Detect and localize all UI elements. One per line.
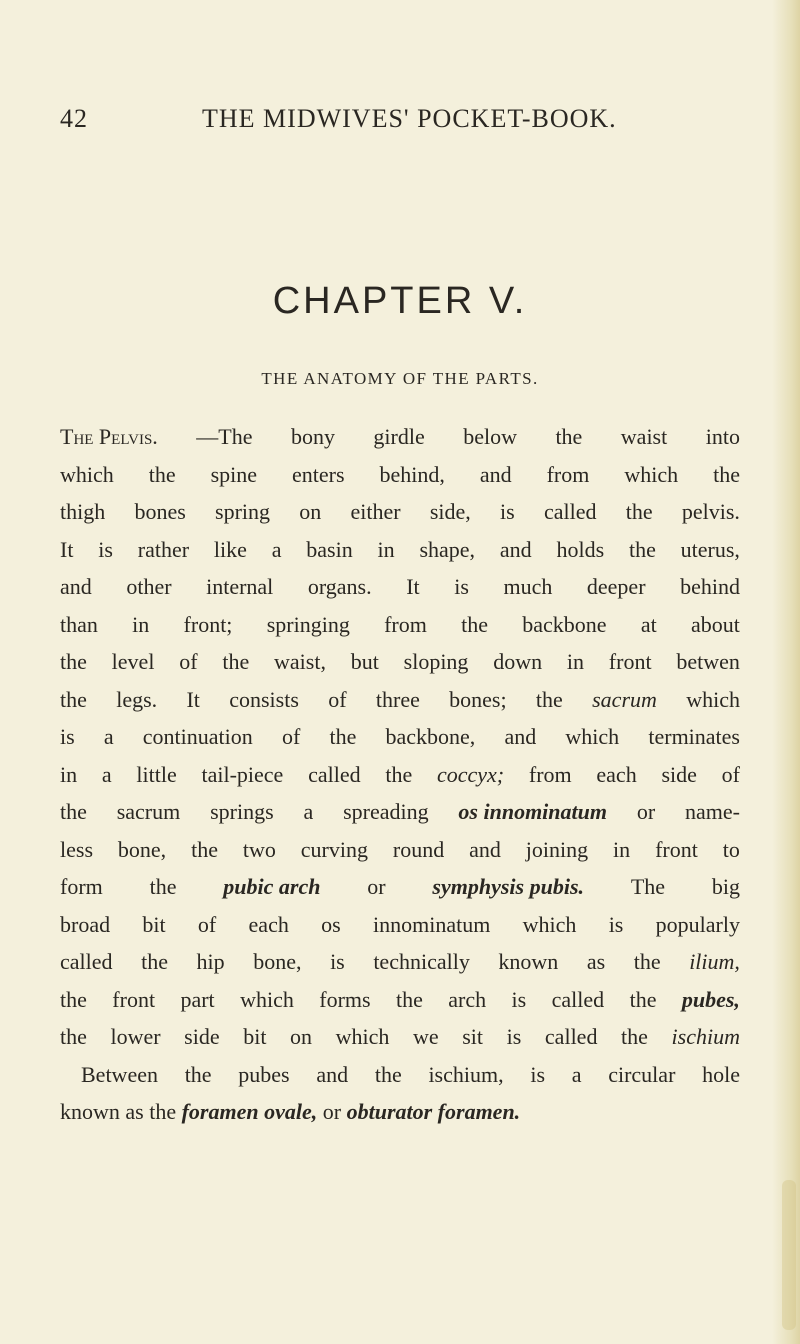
word: girdle xyxy=(373,424,425,449)
word: is xyxy=(330,949,345,974)
word: consists xyxy=(229,686,299,712)
word: form xyxy=(60,874,103,899)
term-ischium: ischium xyxy=(671,1024,740,1049)
word: but xyxy=(350,649,379,674)
word: the xyxy=(629,986,657,1012)
word: from xyxy=(546,461,590,487)
word: spreading xyxy=(343,799,429,824)
text-line xyxy=(60,568,740,606)
word: deeper xyxy=(586,574,646,599)
word: os xyxy=(321,911,341,937)
word: and xyxy=(469,836,501,862)
text-line xyxy=(60,1018,740,1056)
term-obturator-foramen: obturator foramen. xyxy=(346,1099,521,1124)
word: basin xyxy=(306,536,353,562)
word: circular xyxy=(608,1061,676,1087)
word: the xyxy=(535,686,563,712)
word: is xyxy=(530,1061,546,1087)
word: called xyxy=(308,761,361,787)
word: is xyxy=(454,574,469,599)
word: behind, xyxy=(379,461,445,487)
word: side xyxy=(661,761,697,787)
word: the xyxy=(191,836,218,862)
word: spine xyxy=(210,461,258,487)
word: curving xyxy=(300,836,368,862)
word: terminates xyxy=(648,724,740,749)
word: legs. xyxy=(116,686,158,712)
word: from xyxy=(528,761,572,787)
word: part xyxy=(180,986,215,1012)
text-line xyxy=(60,1056,740,1094)
word: of xyxy=(197,911,217,937)
text-line xyxy=(60,943,740,981)
word: of xyxy=(179,649,198,674)
word: springs xyxy=(210,799,274,824)
word: big xyxy=(711,874,740,899)
word: other xyxy=(126,574,172,599)
term-coccyx: coccyx; xyxy=(436,761,505,787)
term-ilium: ilium, xyxy=(689,949,740,974)
word: round xyxy=(392,836,445,862)
word: a xyxy=(303,799,314,824)
word: name- xyxy=(684,799,740,824)
word: we xyxy=(413,1024,439,1049)
word: in xyxy=(60,761,78,787)
word: the xyxy=(461,611,489,637)
word: level xyxy=(111,649,155,674)
word: the xyxy=(555,424,583,449)
word: is xyxy=(608,911,624,937)
word: a xyxy=(571,1061,582,1087)
word: Between xyxy=(81,1061,158,1087)
word: It xyxy=(60,536,74,562)
word: tail-piece xyxy=(201,761,284,787)
running-title: THE MIDWIVES' POCKET-BOOK. xyxy=(202,104,617,133)
word: or xyxy=(367,874,386,899)
text-line xyxy=(60,981,740,1019)
word: organs. xyxy=(307,574,372,599)
term-foramen-ovale: foramen ovale, xyxy=(181,1099,318,1124)
word: known xyxy=(498,949,559,974)
text-line xyxy=(60,418,740,456)
word: continuation xyxy=(142,724,253,749)
word: the xyxy=(60,1024,87,1049)
word: the xyxy=(60,799,87,824)
term-symphysis-pubis: symphysis pubis. xyxy=(432,874,585,899)
word: bone, xyxy=(117,836,167,862)
word: ischium, xyxy=(428,1061,504,1087)
word: the xyxy=(395,986,423,1012)
word: uterus, xyxy=(680,536,740,562)
word: the xyxy=(184,1061,212,1087)
word: from xyxy=(384,611,427,637)
word: two xyxy=(242,836,276,862)
word: known xyxy=(60,1099,120,1124)
word: called xyxy=(60,949,113,974)
run-in-heading: The Pelvis. xyxy=(60,424,158,449)
word: each xyxy=(248,911,289,937)
word: much xyxy=(503,574,553,599)
word: or xyxy=(322,1099,342,1124)
word: hip xyxy=(196,949,225,974)
word: in xyxy=(613,836,631,862)
word: pelvis. xyxy=(681,499,740,524)
word: which xyxy=(624,461,679,487)
word: shape, xyxy=(419,536,476,562)
word: It xyxy=(186,686,200,712)
word: little xyxy=(136,761,177,787)
word: of xyxy=(721,761,740,787)
word: front xyxy=(112,986,156,1012)
text-line xyxy=(60,906,740,944)
word: as xyxy=(125,1099,144,1124)
word: broad xyxy=(60,911,111,937)
word: front; xyxy=(183,611,233,637)
word: three xyxy=(375,686,420,712)
word: called xyxy=(543,499,597,524)
word: waist xyxy=(620,424,668,449)
word: less xyxy=(60,836,93,862)
word: forms xyxy=(319,986,371,1012)
word: the xyxy=(149,874,177,899)
word: joining xyxy=(525,836,589,862)
text-line xyxy=(60,831,740,869)
word: —The xyxy=(196,424,253,449)
word: a xyxy=(101,761,112,787)
word: pubes xyxy=(238,1061,290,1087)
word: The xyxy=(630,874,666,899)
word: and xyxy=(499,536,532,562)
word: arch xyxy=(448,986,487,1012)
word: below xyxy=(463,424,517,449)
text-line xyxy=(60,456,740,494)
word: of xyxy=(281,724,301,749)
word: sit xyxy=(462,1024,484,1049)
word: technically xyxy=(373,949,470,974)
body-text xyxy=(60,418,740,1131)
word: the xyxy=(628,536,656,562)
word: to xyxy=(722,836,740,862)
word: front xyxy=(655,836,698,862)
word: waist, xyxy=(274,649,326,674)
word: side, xyxy=(429,499,471,524)
word: which xyxy=(335,1024,390,1049)
word: thigh xyxy=(60,499,106,524)
word: about xyxy=(691,611,740,637)
word: which xyxy=(686,686,740,712)
term-os-innominatum: os innominatum xyxy=(458,799,607,824)
word: the xyxy=(148,461,176,487)
word: betwen xyxy=(676,649,740,674)
word: is xyxy=(60,724,75,749)
word: either xyxy=(350,499,401,524)
text-line xyxy=(60,793,740,831)
word: on xyxy=(299,499,322,524)
text-line xyxy=(60,606,740,644)
word: than xyxy=(60,611,98,637)
word: or xyxy=(636,799,656,824)
word: like xyxy=(213,536,247,562)
word: and xyxy=(60,574,92,599)
word: the xyxy=(60,649,87,674)
word: sacrum xyxy=(116,799,181,824)
word: a xyxy=(271,536,282,562)
word: the xyxy=(149,1099,177,1124)
word: the xyxy=(625,499,653,524)
word: bones; xyxy=(449,686,507,712)
text-line xyxy=(60,718,740,756)
chapter-title: CHAPTER V. xyxy=(272,280,528,322)
word: is xyxy=(98,536,113,562)
word: called xyxy=(551,986,605,1012)
word: popularly xyxy=(655,911,740,937)
word: It xyxy=(406,574,420,599)
word: is xyxy=(511,986,527,1012)
word: the xyxy=(222,649,250,674)
page-number: 42 xyxy=(60,104,88,133)
section-title: THE ANATOMY OF THE PARTS. xyxy=(261,369,539,388)
word: and xyxy=(479,461,512,487)
word: is xyxy=(506,1024,522,1049)
word: called xyxy=(544,1024,598,1049)
text-line xyxy=(60,756,740,794)
word: which xyxy=(565,724,620,749)
text-line xyxy=(60,531,740,569)
word: in xyxy=(132,611,150,637)
word: each xyxy=(596,761,637,787)
running-head xyxy=(60,104,700,140)
word: the xyxy=(621,1024,648,1049)
word: front xyxy=(608,649,652,674)
word: hole xyxy=(702,1061,740,1087)
word: as xyxy=(586,949,606,974)
page-edge-shadow xyxy=(772,0,800,1344)
word: innominatum xyxy=(373,911,491,937)
word: enters xyxy=(292,461,345,487)
word: bony xyxy=(290,424,335,449)
word: behind xyxy=(680,574,740,599)
word: springing xyxy=(266,611,350,637)
word: the xyxy=(141,949,168,974)
word: the xyxy=(374,1061,402,1087)
term-pubes: pubes, xyxy=(681,986,740,1012)
word: the xyxy=(385,761,413,787)
text-line xyxy=(60,493,740,531)
word: the xyxy=(60,686,87,712)
word: the xyxy=(60,986,87,1012)
word: backbone xyxy=(522,611,607,637)
word: rather xyxy=(137,536,190,562)
word: in xyxy=(566,649,585,674)
word: and xyxy=(504,724,537,749)
word: which xyxy=(522,911,577,937)
word: the xyxy=(713,461,740,487)
word: which xyxy=(60,461,114,487)
text-line xyxy=(60,681,740,719)
word: side xyxy=(184,1024,220,1049)
text-line xyxy=(60,643,740,681)
word: bone, xyxy=(253,949,302,974)
word: bones xyxy=(134,499,186,524)
word: in xyxy=(377,536,395,562)
word: the xyxy=(329,724,357,749)
word: sloping xyxy=(403,649,469,674)
word: at xyxy=(640,611,657,637)
word: into xyxy=(705,424,740,449)
word: down xyxy=(493,649,543,674)
term-pubic-arch: pubic arch xyxy=(223,874,321,899)
word: spring xyxy=(215,499,271,524)
word: and xyxy=(316,1061,349,1087)
word: which xyxy=(240,986,294,1012)
word: lower xyxy=(110,1024,161,1049)
text-line xyxy=(60,868,740,906)
word: backbone, xyxy=(385,724,476,749)
word: bit xyxy=(142,911,166,937)
term-sacrum: sacrum xyxy=(592,686,657,712)
word: is xyxy=(500,499,515,524)
word: on xyxy=(290,1024,313,1049)
word: of xyxy=(328,686,347,712)
word: the xyxy=(633,949,661,974)
text-line xyxy=(60,1093,740,1131)
word: bit xyxy=(243,1024,267,1049)
word: a xyxy=(103,724,114,749)
word: internal xyxy=(206,574,274,599)
word: holds xyxy=(556,536,605,562)
paper-stain xyxy=(782,1180,796,1330)
